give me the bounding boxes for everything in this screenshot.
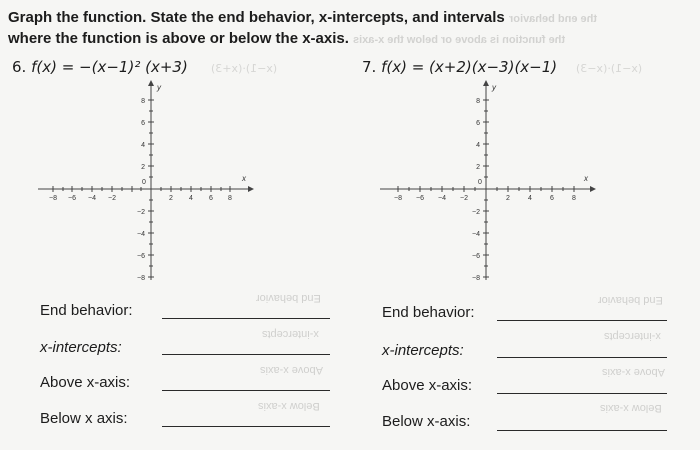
coordinate-grid-6 <box>38 80 258 290</box>
svg-text:8: 8 <box>228 195 232 202</box>
x-axis-label: x <box>584 174 588 183</box>
above-x-axis-answer-line-7[interactable] <box>497 393 667 394</box>
y-tick-labels <box>472 98 480 282</box>
svg-text:0: 0 <box>142 179 146 186</box>
bleed-through-text: (x−1)·(x+3) <box>210 62 277 75</box>
svg-text:8: 8 <box>572 195 576 202</box>
x-intercepts-label-6: x-intercepts: <box>40 339 122 356</box>
end-behavior-label-6: End behavior: <box>40 302 133 319</box>
x-axis-label: x <box>242 174 246 183</box>
y-axis-label: y <box>157 83 161 92</box>
svg-text:8: 8 <box>476 98 480 105</box>
below-x-axis-answer-line-6[interactable] <box>162 426 330 427</box>
coordinate-grid-svg <box>38 80 258 285</box>
svg-text:−2: −2 <box>460 195 468 202</box>
x-intercepts-label-7: x-intercepts: <box>382 342 464 359</box>
svg-text:−4: −4 <box>438 195 446 202</box>
svg-text:−6: −6 <box>472 253 480 260</box>
svg-text:6: 6 <box>550 195 554 202</box>
x-axis-arrow <box>590 186 596 192</box>
svg-text:−8: −8 <box>49 195 57 202</box>
function-expression: f(x) = (x+2)(x−3)(x−1) <box>381 58 558 76</box>
end-behavior-answer-line-7[interactable] <box>497 320 667 321</box>
svg-text:4: 4 <box>141 142 145 149</box>
x-intercepts-answer-line-7[interactable] <box>497 357 667 358</box>
above-x-axis-label-6: Above x-axis: <box>40 374 131 391</box>
below-x-axis-label-7: Below x-axis: <box>382 413 471 430</box>
instructions-line-2: where the function is above or below the x-axis. the function is above or below the x-axis <box>8 29 698 50</box>
end-behavior-label-7: End behavior: <box>382 304 475 321</box>
svg-text:2: 2 <box>169 195 173 202</box>
bleed-through-note: End behavior <box>256 292 321 304</box>
problem-number: 6. <box>12 58 27 76</box>
svg-text:−6: −6 <box>416 195 424 202</box>
bleed-through-note: x-intercepts <box>262 328 319 340</box>
svg-text:−8: −8 <box>394 195 402 202</box>
below-x-axis-label-6: Below x axis: <box>40 410 128 427</box>
bleed-through-note: x-intercepts <box>604 330 661 342</box>
below-x-axis-answer-line-7[interactable] <box>497 430 667 431</box>
svg-text:2: 2 <box>476 164 480 171</box>
svg-text:−2: −2 <box>137 209 145 216</box>
bleed-through-text: the end behavior <box>508 13 597 25</box>
end-behavior-answer-line-6[interactable] <box>162 318 330 319</box>
svg-text:−8: −8 <box>137 275 145 282</box>
bleed-through-note: End behavior <box>598 294 663 306</box>
problem-number: 7. <box>362 58 377 76</box>
above-x-axis-answer-line-6[interactable] <box>162 390 330 391</box>
instructions <box>8 8 698 50</box>
svg-text:4: 4 <box>476 142 480 149</box>
above-x-axis-label-7: Above x-axis: <box>382 377 473 394</box>
y-axis-label: y <box>492 83 496 92</box>
coordinate-grid-svg <box>380 80 600 285</box>
svg-text:−6: −6 <box>137 253 145 260</box>
svg-text:−8: −8 <box>472 275 480 282</box>
svg-text:6: 6 <box>476 120 480 127</box>
svg-text:6: 6 <box>209 195 213 202</box>
problem-6-title <box>12 58 277 76</box>
x-tick-labels <box>394 179 576 202</box>
bleed-through-note: Above x-axis <box>260 364 323 376</box>
svg-text:8: 8 <box>141 98 145 105</box>
svg-text:2: 2 <box>141 164 145 171</box>
instructions-line-1: Graph the function. State the end behavior, x-intercepts, and intervals the end behavior <box>8 8 698 29</box>
svg-text:4: 4 <box>189 195 193 202</box>
svg-text:−2: −2 <box>108 195 116 202</box>
problem-7-title <box>362 58 642 76</box>
function-expression: f(x) = −(x−1)² (x+3) <box>31 58 188 76</box>
svg-text:−4: −4 <box>88 195 96 202</box>
bleed-through-note: Above x-axis <box>602 366 665 378</box>
bleed-through-text: (x−1)·(x−3) <box>575 62 643 75</box>
svg-text:2: 2 <box>506 195 510 202</box>
svg-text:−4: −4 <box>137 231 145 238</box>
svg-text:−4: −4 <box>472 231 480 238</box>
svg-text:−2: −2 <box>472 209 480 216</box>
svg-text:4: 4 <box>528 195 532 202</box>
svg-text:0: 0 <box>478 179 482 186</box>
svg-text:−6: −6 <box>68 195 76 202</box>
y-axis-arrow <box>148 80 154 86</box>
x-axis-arrow <box>248 186 254 192</box>
bleed-through-note: Below x-axis <box>600 402 662 414</box>
bleed-through-note: Below x-axis <box>258 400 320 412</box>
svg-text:6: 6 <box>141 120 145 127</box>
y-axis-arrow <box>483 80 489 86</box>
coordinate-grid-7 <box>380 80 600 290</box>
bleed-through-text: the function is above or below the x-axis <box>353 34 566 46</box>
x-intercepts-answer-line-6[interactable] <box>162 354 330 355</box>
